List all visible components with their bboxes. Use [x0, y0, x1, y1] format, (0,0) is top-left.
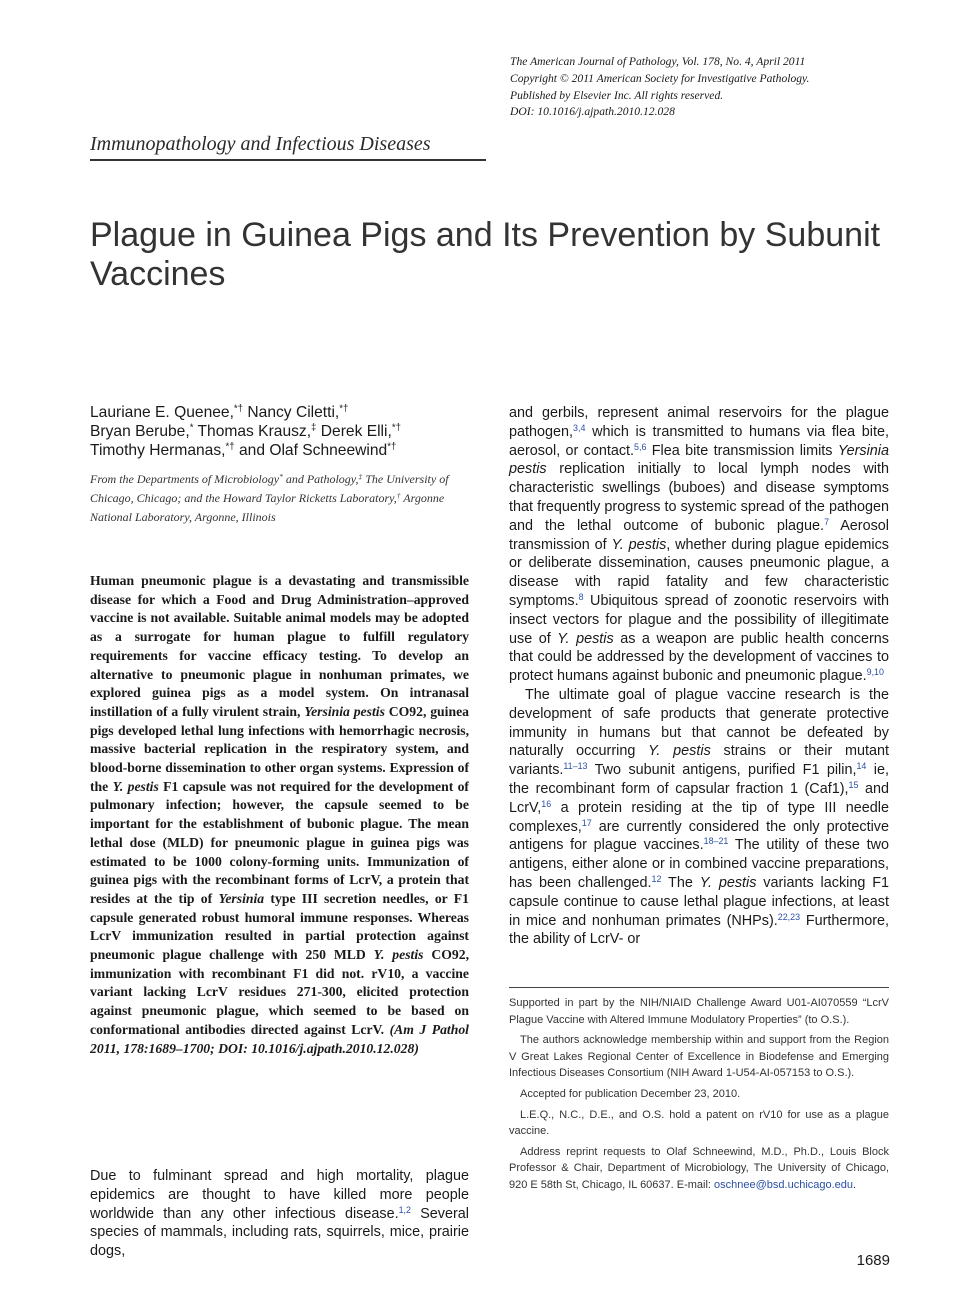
- reference-link[interactable]: 14: [856, 761, 867, 772]
- affiliation-text: and Pathology,: [282, 472, 359, 486]
- species-name: Yersinia: [218, 890, 265, 906]
- abstract-text: type III secretion needles, or F1 capsule generated robust humoral immune responses. Whereas LcrV immunization resulted in partial protection against pneumonic plague challenge with 250 MLD: [90, 890, 469, 963]
- journal-line: The American Journal of Pathology, Vol. 178, No. 4, April 2011: [510, 55, 806, 68]
- author-list: [90, 403, 510, 460]
- affiliation-text: Argonne National Laboratory, Argonne, Illinois: [90, 491, 445, 525]
- section-rule: [90, 159, 486, 161]
- species-name: Y. pestis: [373, 947, 424, 963]
- abstract-text: CO92, immunization with recombinant F1 did not. rV10, a vaccine variant lacking LcrV residues 271-300, elicited protection against pneumonic plague, which seemed to be based on conformational antibodies directed against LcrV.: [90, 947, 469, 1037]
- doi-line: DOI: 10.1016/j.ajpath.2010.12.028: [510, 105, 675, 119]
- reference-link[interactable]: 15: [848, 780, 859, 791]
- abstract: [90, 572, 469, 1058]
- author: Derek Elli,: [320, 423, 392, 440]
- body-text: The utility of these two antigens, either alone or in combined vaccine preparations, has been challenged.: [509, 837, 889, 891]
- body-paragraph: [509, 686, 889, 949]
- patent-note: L.E.Q., N.C., D.E., and O.S. hold a patent on rV10 for use as a plague vaccine.: [509, 1108, 889, 1138]
- acceptance-note: Accepted for publication December 23, 2010.: [520, 1087, 741, 1100]
- affiliation-text: From the Departments of Microbiology: [90, 472, 280, 486]
- body-text: The: [661, 874, 700, 891]
- affiliation-marker: †: [396, 491, 401, 501]
- reference-link[interactable]: 16: [541, 798, 552, 809]
- author-marker: ‡: [311, 422, 317, 434]
- body-text: which is transmitted to humans via flea bite, aerosol, or contact.: [509, 423, 889, 459]
- species-name: Y. pestis: [611, 536, 667, 553]
- reference-link[interactable]: 12: [651, 874, 662, 885]
- author-marker: *†: [225, 441, 235, 453]
- footnotes: [509, 995, 889, 1198]
- abstract-text: CO92, guinea pigs developed lethal lung infections with hemorrhagic necrosis, massive bacterial replication in the respiratory system, and blood-borne dissemination to other organ systems. Expression of the: [90, 703, 470, 794]
- author: Timothy Hermanas,: [90, 442, 226, 459]
- body-text: strains or their mutant variants.: [509, 743, 889, 779]
- body-text: Several species of mammals, including rats, squirrels, mice, prairie dogs,: [90, 1205, 469, 1260]
- reference-link[interactable]: 8: [578, 592, 584, 603]
- affiliation-text: The University of Chicago, Chicago; and the Howard Taylor Ricketts Laboratory,: [90, 472, 449, 506]
- reference-link[interactable]: 9,10: [866, 667, 884, 678]
- body-text: The ultimate goal of plague vaccine research is the development of safe products that generate protective immunity in humans but that cannot be defeated by naturally occurring: [509, 686, 889, 760]
- reprint-text: .: [853, 1178, 857, 1191]
- species-name: Y. pestis: [699, 874, 757, 891]
- author: Bryan Berube,: [90, 423, 190, 440]
- body-text: Due to fulminant spread and high mortality, plague epidemics are thought to have killed more people worldwide than any other infectious disease.: [90, 1168, 469, 1222]
- section-heading: Immunopathology and Infectious Diseases: [90, 133, 431, 155]
- body-paragraph: [509, 404, 889, 686]
- page-number: 1689: [856, 1252, 890, 1269]
- acknowledgment-note: The authors acknowledge membership within and support from the Region V Great Lakes Regional Center of Excellence in Biodefense and Emerging Infectious Diseases Consortium (NIH Award 1-U54-AI-057153 to O.S.).: [509, 1034, 889, 1080]
- reference-link[interactable]: 5,6: [634, 441, 647, 452]
- abstract-text: F1 capsule was not required for the development of pulmonary infection; however, the capsule seemed to be important for the establishment of bubonic plague. The mean lethal dose (MLD) for pneumonic plague in guinea pigs was estimated to be 1000 colony-forming units. Immunization of guinea pigs with the recombinant forms of LcrV, a protein that resides at the tip of: [90, 778, 469, 906]
- author: Thomas Krausz,: [197, 423, 312, 440]
- introduction-paragraph: [90, 1167, 469, 1261]
- body-text: Ubiquitous spread of zoonotic reservoirs with insect vectors for plague and the possibility of illegitimate use of: [509, 592, 889, 647]
- body-text: Furthermore, the ability of LcrV- or: [509, 912, 889, 948]
- publisher-line: Published by Elsevier Inc. All rights reserved.: [510, 88, 724, 102]
- species-name: Y. pestis: [557, 630, 614, 647]
- body-text: variants lacking F1 capsule continue to cause lethal plague infections, at least in mice and nonhuman primates (NHPs).: [509, 874, 889, 929]
- species-name: Y. pestis: [648, 743, 711, 760]
- article-title: Plague in Guinea Pigs and Its Prevention by Subunit Vaccines: [90, 216, 881, 293]
- body-text: as a weapon are public health concerns that could be addressed by the development of vaccines to protect humans against bubonic and pneumonic plague.: [509, 630, 889, 685]
- body-text: and gerbils, represent animal reservoirs for the plague pathogen,: [509, 405, 889, 440]
- reference-link[interactable]: 22,23: [777, 911, 801, 922]
- author: and Olaf Schneewind: [238, 442, 388, 459]
- species-name: Yersinia pestis: [509, 442, 890, 478]
- reference-link[interactable]: 11–13: [563, 761, 588, 772]
- body-text: ie, the recombinant form of capsular fraction 1 (Caf1),: [509, 762, 889, 797]
- funding-note: Supported in part by the NIH/NIAID Challenge Award U01-AI070559 “LcrV Plague Vaccine with Altered Immune Modulatory Properties” (to O.S.).: [509, 997, 889, 1026]
- body-text: are currently considered the only protective antigens for plague vaccines.: [509, 818, 889, 854]
- author: Lauriane E. Quenee,: [90, 404, 234, 421]
- affiliation-marker: ‡: [358, 471, 363, 481]
- author-marker: *: [189, 422, 194, 434]
- species-name: Yersinia pestis: [304, 703, 385, 719]
- reference-link[interactable]: 3,4: [573, 422, 586, 433]
- reference-link[interactable]: 7: [824, 516, 830, 527]
- body-text: replication initially to local lymph nodes with characteristic swellings (buboes) and disease symptoms that frequently progress to systemic spread of the pathogen and the lethal outcome of bubonic plague.: [509, 461, 889, 534]
- reference-link[interactable]: 18–21: [703, 836, 729, 847]
- journal-citation-block: [510, 54, 910, 121]
- body-text: , whether during plague epidemics or deliberate dissemination, causes pneumonic plague, a disease with rapid fatality and few characteristic symptoms.: [509, 536, 889, 609]
- body-text: Two subunit antigens, purified F1 pilin,: [587, 762, 857, 779]
- abstract-text: Human pneumonic plague is a devastating and transmissible disease for which a Food and Drug Administration–approved vaccine is not available. Suitable animal models may be adopted as a surrogate for human plague to fulfill regulatory requirements for vaccine efficacy testing. To develop an alternative to pneumonic plague in nonhuman primates, we explored guinea pigs as a model system. On intranasal instillation of a fully virulent strain,: [90, 573, 469, 719]
- reference-link[interactable]: 17: [581, 817, 592, 828]
- email-link[interactable]: oschnee@bsd.uchicago.edu: [714, 1178, 854, 1191]
- author-marker: *†: [387, 441, 397, 453]
- reprint-note: [509, 1144, 889, 1194]
- reference-link[interactable]: 1,2: [398, 1204, 411, 1215]
- author-marker: *†: [391, 422, 401, 434]
- affiliation: [90, 470, 475, 528]
- author: Nancy Ciletti,: [247, 404, 340, 421]
- author-marker: *†: [233, 403, 244, 415]
- species-name: Y. pestis: [112, 778, 159, 794]
- abstract-citation: (Am J Pathol 2011, 178:1689–1700; DOI: 10.1016/j.ajpath.2010.12.028): [90, 1021, 469, 1056]
- body-text: Flea bite transmission limits: [646, 442, 838, 459]
- body-text: Aerosol transmission of: [509, 517, 889, 553]
- right-column-body: [509, 404, 889, 949]
- footnote-rule: [509, 987, 889, 988]
- body-text: and LcrV,: [509, 780, 889, 816]
- reprint-text: Address reprint requests to Olaf Schneewind, M.D., Ph.D., Louis Block Professor & Chair, Department of Microbiology, The University of Chicago, 920 E 58th St, Chicago, IL 60637. E-mail:: [509, 1145, 889, 1191]
- author-marker: *†: [339, 403, 349, 415]
- affiliation-marker: *: [279, 471, 283, 481]
- body-text: a protein residing at the tip of type III needle complexes,: [509, 799, 889, 835]
- copyright-line: Copyright © 2011 American Society for Investigative Pathology.: [510, 71, 810, 85]
